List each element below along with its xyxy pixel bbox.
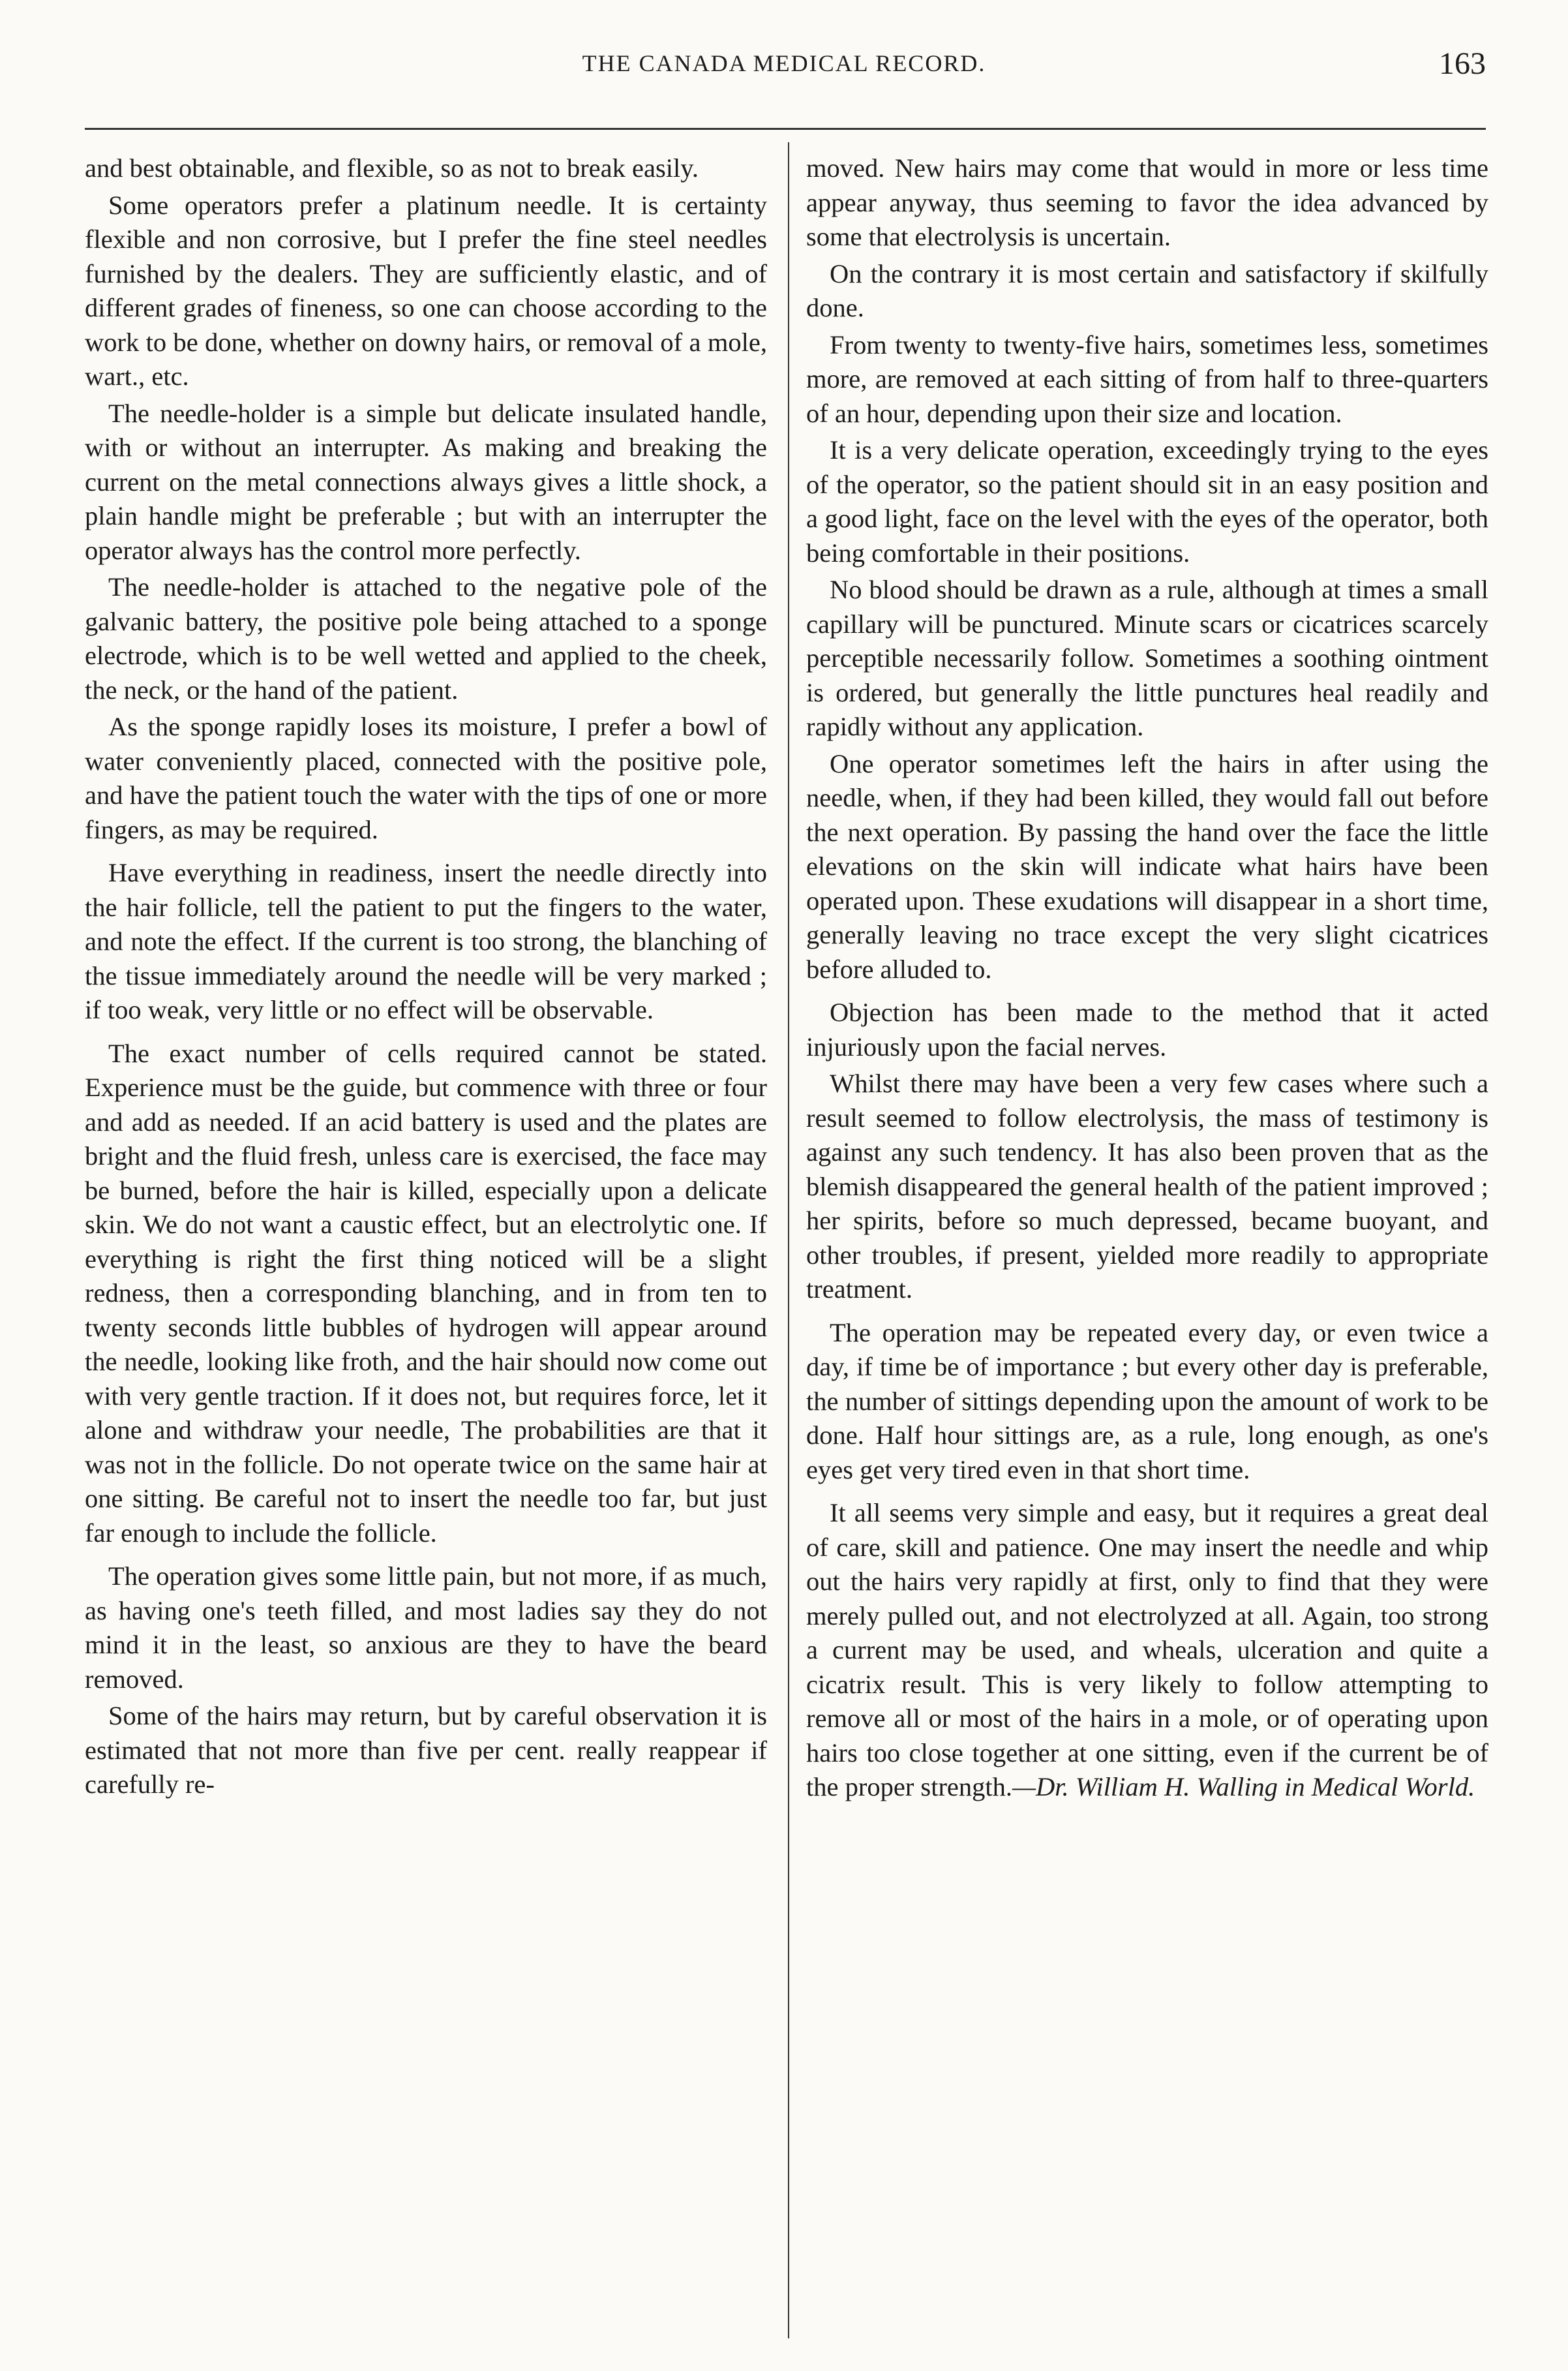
paragraph: and best obtainable, and flexible, so as not to break easily.	[85, 153, 699, 183]
running-head: THE CANADA MEDICAL RECORD.	[582, 50, 986, 76]
page-number: 163	[1439, 46, 1486, 81]
paragraph: One operator sometimes left the hairs in after using the needle, when, if they had been killed, they would fall out before the next operation. By passing the hand over the face the little elevations on the skin will indicate what hairs have been operated upon. These exudations will disappear in a short time, generally leaving no trace except the very slight cicatrices before alluded to.	[806, 748, 1488, 984]
paragraph-text: It all seems very simple and easy, but it requires a great deal of care, skill and patience. One may insert the needle and whip out the hairs very rapidly at first, only to find that they were merely pulled out, and not electrolyzed at all. Again, too strong a current may be used, and wheals, ulceration and quite a cicatrix result. This is very likely to follow attempting to remove all or most of the hairs in a mole, or of operating upon hairs too close together at one sitting, even if the current be of the proper strength.	[806, 1498, 1488, 1801]
paragraph: moved. New hairs may come that would in more or less time appear anyway, thus seeming to favor the idea advanced by some that electrolysis is uncertain.	[806, 153, 1488, 251]
paragraph: The needle-holder is attached to the negative pole of the galvanic battery, the positive pole being attached to a sponge electrode, which is to be well wetted and applied to the cheek, the neck, or the hand of the patient.	[85, 572, 767, 705]
paragraph: On the contrary it is most certain and satisfactory if skilfully done.	[806, 258, 1488, 322]
paragraph: The needle-holder is a simple but delicate insulated handle, with or without an interrupter. As making and breaking the current on the metal connections always gives a little shock, a plain handle might be preferable ; but with an interrupter the operator always has the control more perfectly.	[85, 398, 767, 565]
paragraph: Some of the hairs may return, but by careful observation it is estimated that not more than five per cent. really reappear if carefully re-	[85, 1701, 767, 1799]
author-signature: —Dr. William H. Walling in Medical World.	[1012, 1772, 1475, 1801]
paragraph: It is a very delicate operation, exceedingly trying to the eyes of the operator, so the patient should sit in an easy position and a good light, face on the level with the eyes of the operator, both being comfortable in their positions.	[806, 435, 1488, 568]
paragraph: From twenty to twenty-five hairs, sometimes less, sometimes more, are removed at each sitting of from half to three-quarters of an hour, depending upon their size and location.	[806, 329, 1488, 428]
header-rule	[85, 128, 1486, 130]
paragraph: The operation gives some little pain, but not more, if as much, as having one's teeth filled, and most ladies say they do not mind it in the least, so anxious are they to have the beard removed.	[85, 1561, 767, 1694]
paragraph: No blood should be drawn as a rule, although at times a small capillary will be punctured. Minute scars or cicatrices scarcely perceptible necessarily follow. Sometimes a soothing ointment is ordered, but generally the little punctures heal readily and rapidly without any application.	[806, 575, 1488, 741]
paragraph: As the sponge rapidly loses its moisture, I prefer a bowl of water conveniently placed, connected with the positive pole, and have the patient touch the water with the tips of one or more fingers, as may be required.	[85, 712, 767, 844]
paragraph: Whilst there may have been a very few cases where such a result seemed to follow electrolysis, the mass of testimony is against any such tendency. It has also been proven that as the blemish disappeared the general health of the patient improved ; her spirits, before so much depressed, became buoyant, and other troubles, if present, yielded more readily to appropriate treatment.	[806, 1069, 1488, 1304]
paragraph: Some operators prefer a platinum needle. It is certainty flexible and non corrosive, but I prefer the fine steel needles furnished by the dealers. They are sufficiently elastic, and of different grades of fineness, so one can choose according to the work to be done, whether on downy hairs, or removal of a mole, wart., etc.	[85, 190, 767, 391]
paragraph: The exact number of cells required cannot be stated. Experience must be the guide, but commence with three or four and add as needed. If an acid battery is used and the plates are bright and the fluid fresh, unless care is exercised, the face may be burned, before the hair is killed, especially upon a delicate skin. We do not want a caustic effect, but an electrolytic one. If everything is right the first thing noticed will be a slight redness, then a corresponding blanching, and in from ten to twenty seconds little bubbles of hydrogen will appear around the needle, looking like froth, and the hair should now come out with very gentle traction. If it does not, but requires force, let it alone and withdraw your needle, The probabilities are that it was not in the follicle. Do not operate twice on the same hair at one sitting. Be careful not to insert the needle too far, but just far enough to include the follicle.	[85, 1038, 767, 1548]
right-column	[806, 151, 1488, 2331]
page-header	[0, 46, 1568, 102]
column-divider	[788, 142, 789, 2338]
paragraph: Objection has been made to the method that it acted injuriously upon the facial nerves.	[806, 998, 1488, 1062]
paragraph: The operation may be repeated every day, or even twice a day, if time be of importance ; but every other day is preferable, the number of sittings depending upon the amount of work to be done. Half hour sittings are, as a rule, long enough, as one's eyes get very tired even in that short time.	[806, 1317, 1488, 1484]
paragraph: Have everything in readiness, insert the needle directly into the hair follicle, tell the patient to put the fingers to the water, and note the effect. If the current is too strong, the blanching of the tissue immediately around the needle will be very marked ; if too weak, very little or no effect will be observable.	[85, 858, 767, 1024]
final-paragraph	[806, 1496, 1488, 1805]
left-column	[85, 151, 767, 2331]
